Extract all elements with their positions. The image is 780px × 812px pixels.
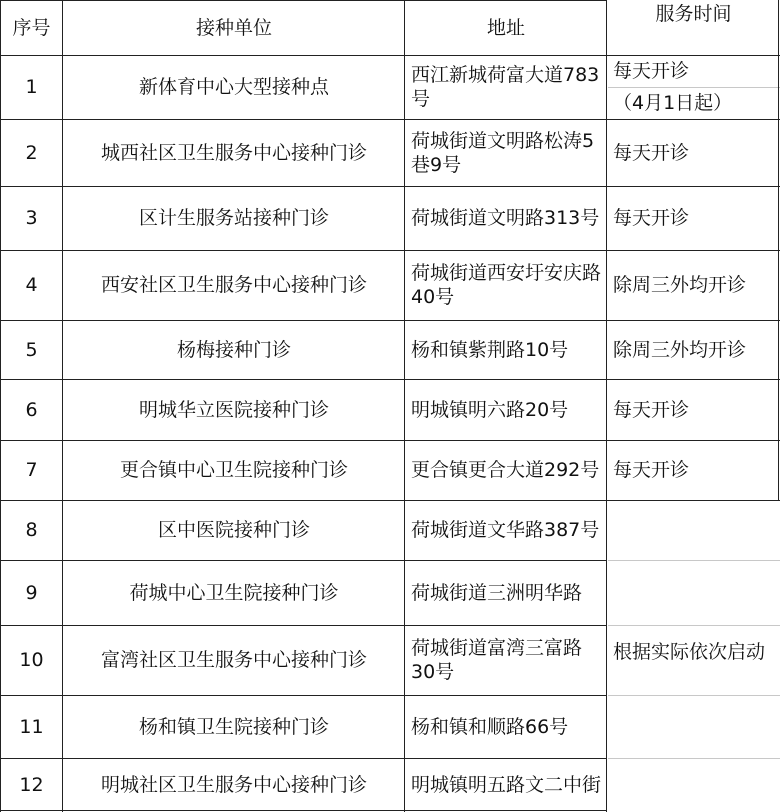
row-1-address: 西江新城荷富大道783号 bbox=[411, 64, 600, 110]
row-9-index: 9 bbox=[25, 581, 38, 604]
row-10-index: 10 bbox=[19, 649, 44, 671]
row-10-unit: 富湾社区卫生服务中心接种门诊 bbox=[100, 649, 367, 671]
row-12-unit: 明城社区卫生服务中心接种门诊 bbox=[100, 774, 367, 796]
row-5-hours: 除周三外均开诊 bbox=[613, 338, 747, 361]
row-1-unit: 新体育中心大型接种点 bbox=[138, 76, 329, 98]
row-1-hours-note: （4月1日起） bbox=[613, 92, 733, 114]
row-3-hours: 每天开诊 bbox=[613, 207, 690, 229]
row-2-unit: 城西社区卫生服务中心接种门诊 bbox=[100, 141, 367, 164]
row-6-unit: 明城华立医院接种门诊 bbox=[138, 398, 329, 421]
row-7-index: 7 bbox=[25, 459, 38, 481]
row-7-unit: 更合镇中心卫生院接种门诊 bbox=[119, 459, 348, 481]
row-6-index: 6 bbox=[25, 398, 38, 421]
row-7-hours: 每天开诊 bbox=[613, 459, 690, 481]
header-hours: 服务时间 bbox=[655, 3, 732, 25]
row-11-address: 杨和镇和顺路66号 bbox=[411, 715, 569, 738]
row-2-address: 荷城街道文明路松涛5巷9号 bbox=[411, 129, 595, 176]
merged-hours: 根据实际依次启动 bbox=[613, 641, 766, 663]
row-3-index: 3 bbox=[25, 207, 38, 229]
row-2-index: 2 bbox=[25, 141, 38, 164]
row-3-address: 荷城街道文明路313号 bbox=[411, 207, 600, 229]
row-12-address: 明城镇明五路文二中街 bbox=[411, 774, 602, 796]
header-index: 序号 bbox=[12, 16, 51, 39]
row-5-index: 5 bbox=[25, 338, 38, 361]
row-4-hours: 除周三外均开诊 bbox=[613, 274, 747, 296]
row-11-unit: 杨和镇卫生院接种门诊 bbox=[138, 715, 329, 738]
row-4-index: 4 bbox=[25, 274, 38, 296]
row-7-address: 更合镇更合大道292号 bbox=[411, 459, 600, 481]
row-1-index: 1 bbox=[25, 76, 38, 98]
row-8-index: 8 bbox=[25, 519, 38, 541]
row-12-index: 12 bbox=[19, 774, 44, 796]
header-address: 地址 bbox=[486, 16, 525, 39]
row-6-address: 明城镇明六路20号 bbox=[411, 398, 569, 421]
row-4-address: 荷城街道西安圩安庆路40号 bbox=[411, 262, 602, 308]
row-8-unit: 区中医院接种门诊 bbox=[157, 519, 310, 541]
row-2-hours: 每天开诊 bbox=[613, 141, 690, 164]
row-5-address: 杨和镇紫荆路10号 bbox=[411, 338, 569, 361]
row-1-hours: 每天开诊 bbox=[613, 60, 690, 82]
row-10-address: 荷城街道富湾三富路30号 bbox=[411, 637, 583, 683]
header-unit: 接种单位 bbox=[195, 16, 272, 39]
row-11-index: 11 bbox=[19, 715, 44, 738]
row-3-unit: 区计生服务站接种门诊 bbox=[138, 207, 329, 229]
row-5-unit: 杨梅接种门诊 bbox=[176, 338, 291, 361]
row-4-unit: 西安社区卫生服务中心接种门诊 bbox=[100, 274, 367, 296]
row-9-address: 荷城街道三洲明华路 bbox=[411, 581, 583, 604]
row-8-address: 荷城街道文华路387号 bbox=[411, 519, 600, 541]
row-6-hours: 每天开诊 bbox=[613, 398, 690, 421]
row-9-unit: 荷城中心卫生院接种门诊 bbox=[129, 581, 339, 604]
